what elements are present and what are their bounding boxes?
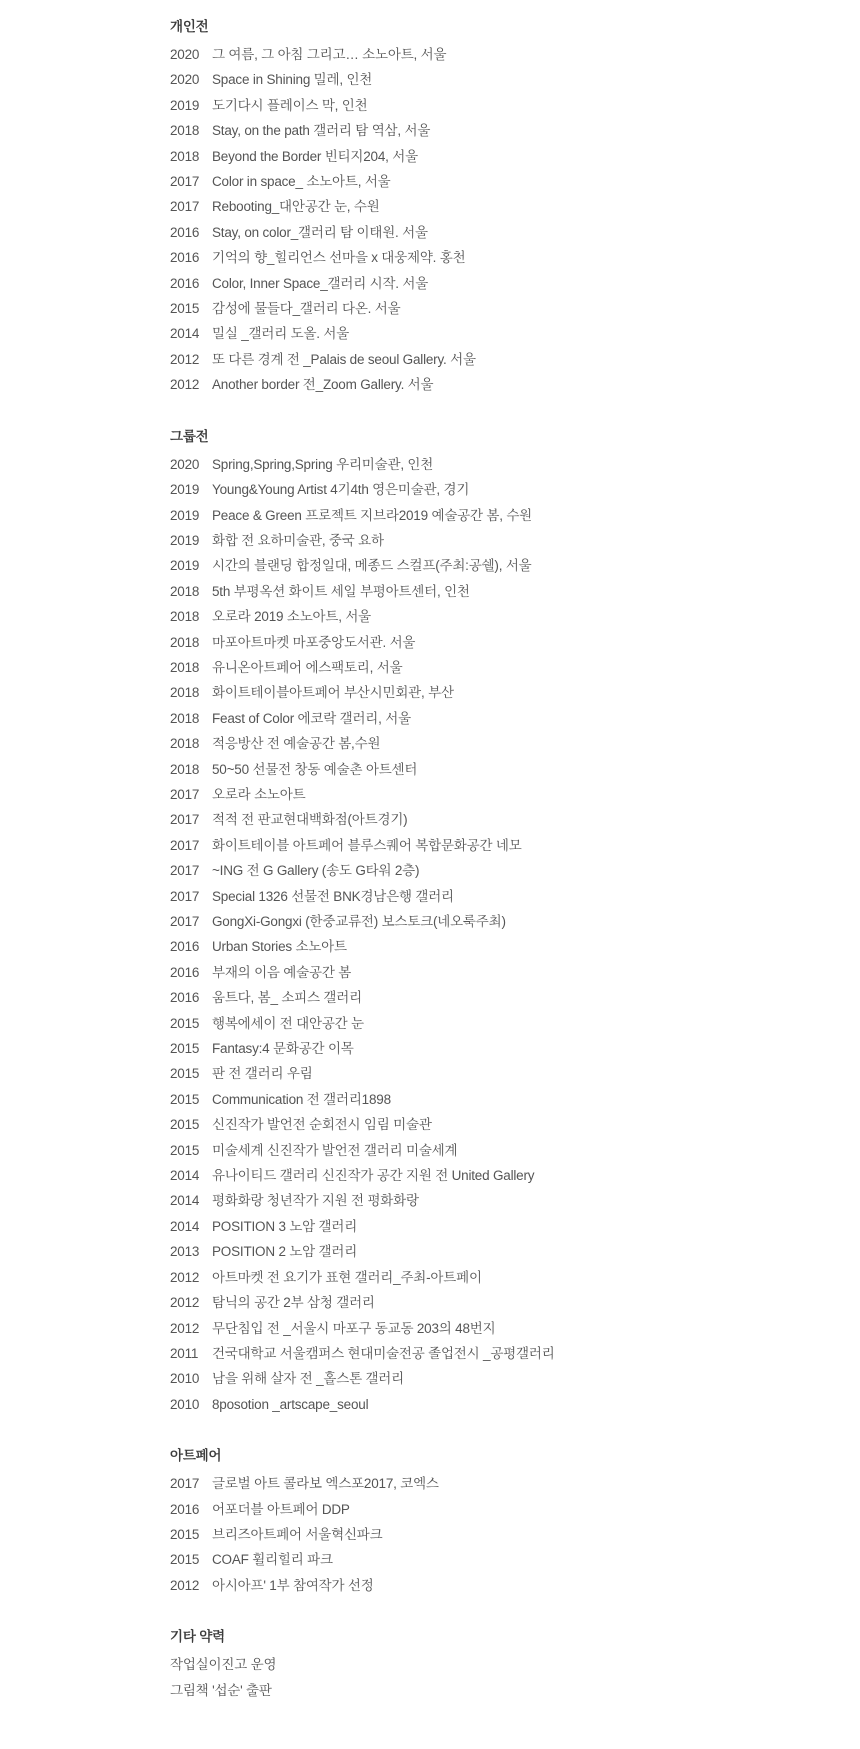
list-item	[170, 1290, 840, 1315]
entry-year: 2019	[170, 507, 200, 523]
entry-year: 2015	[170, 1552, 200, 1568]
entry-year: 2018	[170, 736, 200, 752]
section-title: 기타 약력	[170, 1629, 225, 1645]
entry-text: 적응방산 전 예술공간 봄,수원	[212, 736, 381, 752]
entry-text: 판 전 갤러리 우림	[212, 1066, 313, 1082]
list-item	[170, 1471, 840, 1496]
entry-text: GongXi-Gongxi (한중교류전) 보스토크(네오룩주최)	[212, 914, 506, 929]
list-item	[170, 1497, 840, 1522]
entry-year: 2014	[170, 1218, 200, 1234]
list-item	[170, 118, 840, 143]
list-item	[170, 630, 840, 655]
list-item	[170, 782, 840, 807]
entry-year: 2017	[170, 863, 200, 879]
section-title: 아트페어	[170, 1448, 222, 1464]
entry-text: 8posotion _artscape_seoul	[212, 1396, 369, 1412]
entry-year: 2014	[170, 1193, 200, 1209]
entry-text: COAF 휠리힐리 파크	[212, 1552, 333, 1568]
list-item	[170, 1138, 840, 1163]
entry-year: 2015	[170, 301, 200, 317]
entry-year: 2015	[170, 1117, 200, 1133]
list-item	[170, 372, 840, 397]
entry-text: Special 1326 선물전 BNK경남은행 갤러리	[212, 888, 454, 904]
entry-text: 남을 위해 살자 전 _홀스톤 갤러리	[212, 1371, 404, 1387]
entry-year: 2020	[170, 72, 200, 88]
entry-text: 또 다른 경계 전 _Palais de seoul Gallery. 서울	[212, 351, 476, 367]
list-item	[170, 1087, 840, 1112]
list-item	[170, 1522, 840, 1547]
list-item	[170, 1061, 840, 1086]
entry-text: 밀실 _갤러리 도올. 서울	[212, 326, 350, 342]
list-item	[170, 42, 840, 67]
entry-year: 2017	[170, 174, 200, 190]
list-item	[170, 452, 840, 477]
entry-year: 2018	[170, 609, 200, 625]
entry-text: 오로라 2019 소노아트, 서울	[212, 609, 372, 625]
list-item	[170, 553, 840, 578]
entry-year: 2011	[170, 1345, 199, 1361]
document-content	[170, 14, 840, 1703]
entry-year: 2020	[170, 456, 200, 472]
entry-year: 2016	[170, 990, 200, 1006]
entry-year: 2018	[170, 583, 200, 599]
entry-text: 적적 전 판교현대백화점(아트경기)	[212, 812, 408, 828]
entry-text: 마포아트마켓 마포중앙도서관. 서울	[212, 634, 416, 650]
entry-year: 2013	[170, 1244, 200, 1260]
entry-text: Young&Young Artist 4기4th 영은미술관, 경기	[212, 482, 470, 498]
entry-year: 2015	[170, 1526, 200, 1542]
entry-text: 5th 부평옥션 화이트 세일 부평아트센터, 인천	[212, 583, 470, 599]
list-item: 작업실이진고 운영	[170, 1657, 277, 1673]
entry-year: 2016	[170, 1501, 200, 1517]
entry-text: 신진작가 발언전 순회전시 임림 미술관	[212, 1117, 432, 1133]
list-item	[170, 503, 840, 528]
entry-text: Spring,Spring,Spring 우리미술관, 인천	[212, 456, 434, 472]
list-item	[170, 884, 840, 909]
entry-year: 2016	[170, 224, 200, 240]
entry-text: Stay, on color_갤러리 탐 이태원. 서울	[212, 224, 428, 240]
entry-year: 2015	[170, 1091, 200, 1107]
entry-year: 2018	[170, 761, 200, 777]
entry-year: 2018	[170, 685, 200, 701]
entry-text: 화이트테이블 아트페어 블루스퀘어 복합문화공간 네모	[212, 837, 522, 853]
section-art-fairs	[170, 1443, 840, 1598]
entry-text: 행복에세이 전 대안공간 눈	[212, 1015, 364, 1031]
section-solo-exhibitions	[170, 14, 840, 398]
entry-text: Color in space_ 소노아트, 서울	[212, 174, 391, 190]
entry-year: 2017	[170, 914, 200, 929]
entry-text: 시간의 블랜딩 합정일대, 메종드 스컬프(주최:공쉘), 서울	[212, 558, 532, 574]
entry-text: Color, Inner Space_갤러리 시작. 서울	[212, 275, 429, 291]
list-item	[170, 144, 840, 169]
entry-year: 2012	[170, 1577, 200, 1593]
section-title: 그룹전	[170, 428, 209, 444]
list-item	[170, 1011, 840, 1036]
entry-year: 2015	[170, 1015, 200, 1031]
entry-year: 2017	[170, 199, 200, 215]
section-other-career	[170, 1624, 840, 1703]
entry-text: Urban Stories 소노아트	[212, 939, 347, 955]
entry-year: 2018	[170, 634, 200, 650]
entry-year: 2016	[170, 964, 200, 980]
entry-text: 무단침입 전 _서울시 마포구 동교동 203의 48번지	[212, 1320, 496, 1336]
entry-year: 2010	[170, 1396, 200, 1412]
entry-text: Rebooting_대안공간 눈, 수원	[212, 199, 380, 215]
list-item	[170, 1188, 840, 1213]
section-group-exhibitions	[170, 424, 840, 1417]
entry-year: 2019	[170, 558, 200, 574]
list-item	[170, 604, 840, 629]
entry-text: Another border 전_Zoom Gallery. 서울	[212, 377, 434, 393]
section-title: 개인전	[170, 19, 209, 34]
entry-year: 2012	[170, 1320, 200, 1336]
list-item	[170, 909, 840, 934]
entry-year: 2015	[170, 1041, 200, 1057]
entry-text: Fantasy:4 문화공간 이목	[212, 1041, 354, 1057]
entry-year: 2012	[170, 1269, 200, 1285]
list-item	[170, 934, 840, 959]
list-item	[170, 67, 840, 92]
entry-year: 2018	[170, 148, 200, 164]
entry-text: 유니온아트페어 에스팩토리, 서울	[212, 659, 403, 675]
list-item	[170, 245, 840, 270]
entry-text: 감성에 물들다_갤러리 다온. 서울	[212, 301, 401, 317]
list-item	[170, 220, 840, 245]
list-item	[170, 528, 840, 553]
entry-text: 50~50 선물전 창동 예술촌 아트센터	[212, 761, 418, 777]
entry-text: ~ING 전 G Gallery (송도 G타워 2층)	[212, 863, 420, 879]
entry-year: 2016	[170, 250, 200, 266]
list-item	[170, 93, 840, 118]
entry-year: 2014	[170, 1168, 200, 1184]
entry-year: 2019	[170, 482, 200, 498]
entry-year: 2017	[170, 812, 200, 828]
entry-text: Beyond the Border 빈티지204, 서울	[212, 148, 418, 164]
entry-text: 그 여름, 그 아침 그리고… 소노아트, 서울	[212, 47, 447, 62]
entry-text: 아트마켓 전 요기가 표현 갤러리_주최-아트페이	[212, 1269, 482, 1285]
list-item	[170, 807, 840, 832]
list-item	[170, 680, 840, 705]
list-item	[170, 1239, 840, 1264]
list-item	[170, 1341, 840, 1366]
entry-year: 2018	[170, 710, 200, 726]
entry-text: 탐닉의 공간 2부 삼청 갤러리	[212, 1295, 375, 1311]
entry-year: 2016	[170, 939, 200, 955]
list-item	[170, 347, 840, 372]
list-item	[170, 757, 840, 782]
list-item	[170, 858, 840, 883]
list-item	[170, 1265, 840, 1290]
list-item	[170, 706, 840, 731]
entry-text: 글로벌 아트 콜라보 엑스포2017, 코엑스	[212, 1476, 439, 1492]
list-item	[170, 477, 840, 502]
entry-text: 도기다시 플레이스 막, 인천	[212, 97, 368, 113]
entry-text: 움트다, 봄_ 소피스 갤러리	[212, 990, 362, 1006]
entry-text: Communication 전 갤러리1898	[212, 1091, 391, 1107]
entry-text: 유나이티드 갤러리 신진작가 공간 지원 전 United Gallery	[212, 1168, 535, 1184]
entry-text: 오로라 소노아트	[212, 786, 306, 802]
list-item: 그림책 '섭순' 출판	[170, 1682, 272, 1698]
entry-year: 2017	[170, 1476, 200, 1492]
entry-year: 2012	[170, 1295, 200, 1311]
entry-text: 건국대학교 서울캠퍼스 현대미술전공 졸업전시 _공평갤러리	[212, 1345, 555, 1361]
list-item	[170, 1573, 840, 1598]
list-item	[170, 833, 840, 858]
entry-text: 미술세계 신진작가 발언전 갤러리 미술세계	[212, 1142, 458, 1158]
entry-text: 아시아프' 1부 참여작가 선정	[212, 1577, 374, 1593]
entry-text: Space in Shining 밀레, 인천	[212, 72, 373, 88]
entry-year: 2018	[170, 659, 200, 675]
entry-year: 2018	[170, 123, 200, 139]
list-item	[170, 271, 840, 296]
list-item	[170, 1112, 840, 1137]
entry-year: 2015	[170, 1066, 200, 1082]
list-item	[170, 169, 840, 194]
entry-year: 2016	[170, 275, 200, 291]
entry-year: 2014	[170, 326, 200, 342]
entry-text: 화합 전 요하미술관, 중국 요하	[212, 532, 384, 548]
entry-year: 2019	[170, 97, 200, 113]
list-item	[170, 1036, 840, 1061]
entry-text: Peace & Green 프로젝트 지브라2019 예술공간 봄, 수원	[212, 507, 533, 523]
list-item	[170, 1547, 840, 1572]
entry-text: 브리즈아트페어 서울혁신파크	[212, 1526, 383, 1542]
list-item	[170, 194, 840, 219]
list-item	[170, 960, 840, 985]
entry-text: 화이트테이블아트페어 부산시민회관, 부산	[212, 685, 454, 701]
list-item	[170, 731, 840, 756]
list-item	[170, 579, 840, 604]
entry-text: 부재의 이음 예술공간 봄	[212, 964, 352, 980]
entry-text: POSITION 2 노암 갤러리	[212, 1244, 358, 1260]
entry-year: 2015	[170, 1142, 200, 1158]
entry-year: 2020	[170, 47, 200, 62]
list-item	[170, 1214, 840, 1239]
entry-year: 2012	[170, 377, 200, 393]
list-item	[170, 296, 840, 321]
list-item	[170, 1366, 840, 1391]
list-item	[170, 1392, 840, 1417]
entry-year: 2017	[170, 786, 200, 802]
list-item	[170, 1316, 840, 1341]
list-item	[170, 1163, 840, 1188]
list-item	[170, 985, 840, 1010]
entry-year: 2012	[170, 351, 200, 367]
entry-text: Stay, on the path 갤러리 탐 역삼, 서울	[212, 123, 431, 139]
list-item	[170, 321, 840, 346]
entry-year: 2019	[170, 532, 200, 548]
entry-text: 어포더블 아트페어 DDP	[212, 1501, 350, 1517]
entry-text: POSITION 3 노암 갤러리	[212, 1218, 358, 1234]
list-item	[170, 655, 840, 680]
entry-year: 2010	[170, 1371, 200, 1387]
entry-year: 2017	[170, 837, 200, 853]
entry-text: 평화화랑 청년작가 지원 전 평화화랑	[212, 1193, 419, 1209]
entry-text: Feast of Color 에코락 갤러리, 서울	[212, 710, 411, 726]
entry-year: 2017	[170, 888, 200, 904]
entry-text: 기억의 향_힐리언스 선마을 x 대웅제약. 홍천	[212, 250, 466, 266]
